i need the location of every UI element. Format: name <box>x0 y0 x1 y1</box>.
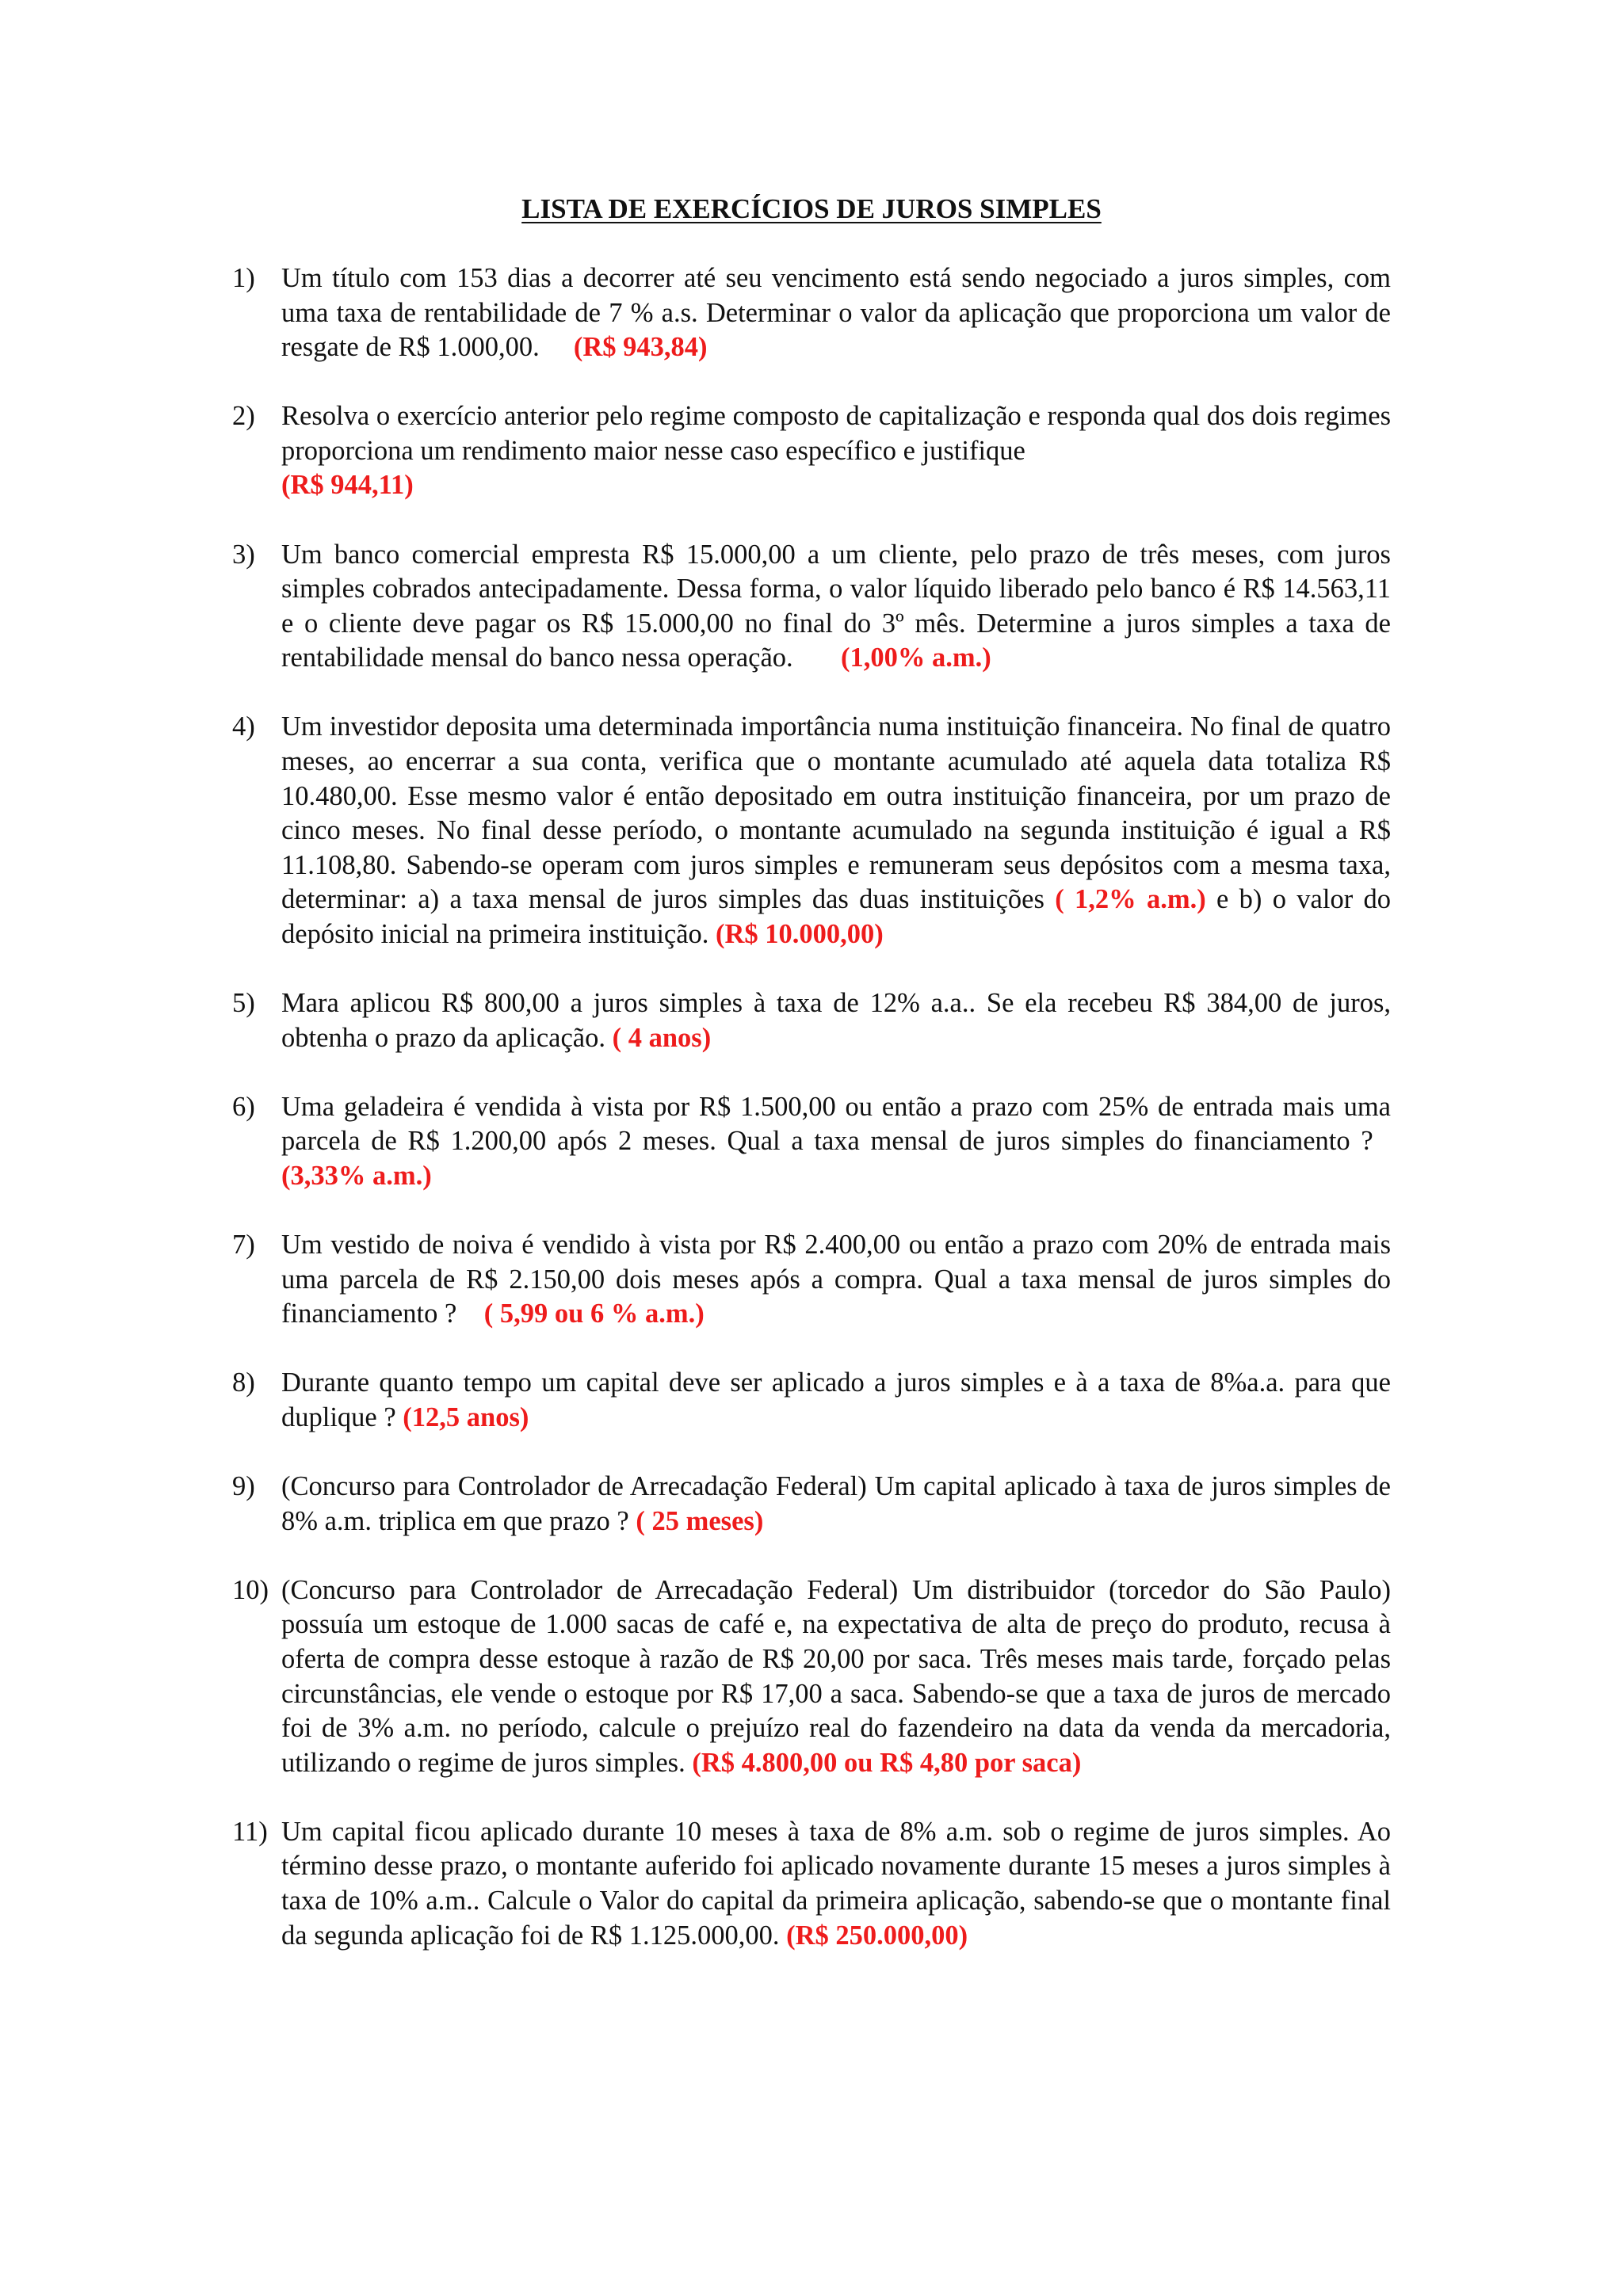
exercise-answer-second: (R$ 10.000,00) <box>716 919 884 949</box>
exercise-list <box>232 261 1391 1988</box>
exercise-number: 8) <box>232 1367 255 1398</box>
exercise-text: (Concurso para Controlador de Arrecadação Federal) Um capital aplicado à taxa de juros simples de 8% a.m. triplica em que prazo ? <box>281 1471 1391 1536</box>
exercise-number: 11) <box>232 1816 268 1847</box>
exercise-item <box>232 1228 1391 1332</box>
exercise-answer: ( 1,2% a.m.) <box>1055 884 1206 915</box>
document-title: LISTA DE EXERCÍCIOS DE JUROS SIMPLES <box>521 193 1102 224</box>
exercise-text: Resolva o exercício anterior pelo regime composto de capitalização e responda qual dos dois regimes proporciona um rendimento maior nesse caso específico e justifique <box>281 401 1391 466</box>
exercise-item <box>232 399 1391 503</box>
exercise-item <box>232 1573 1391 1781</box>
exercise-answer: (R$ 4.800,00 ou R$ 4,80 por saca) <box>692 1747 1082 1778</box>
exercise-text: Um banco comercial empresta R$ 15.000,00 a um cliente, pelo prazo de três meses, com juros simples cobrados antecipadamente. Dessa forma, o valor líquido liberado pelo banco é R$ 14.563,11 e o cliente deve pagar os R$ 15.000,00 no final do 3º mês. Determine a juros simples a taxa de rentabilidade mensal do banco nessa operação. <box>281 539 1391 673</box>
exercise-answer: (R$ 943,84) <box>573 332 708 363</box>
exercise-text: Um título com 153 dias a decorrer até seu vencimento está sendo negociado a juros simples, com uma taxa de rentabilidade de 7 % a.s. Determinar o valor da aplicação que proporciona um valor de resgate de R$ 1.000,00. <box>281 263 1391 363</box>
exercise-item <box>232 1815 1391 1953</box>
exercise-number: 4) <box>232 711 255 742</box>
exercise-number: 6) <box>232 1091 255 1122</box>
exercise-answer: (1,00% a.m.) <box>841 643 991 673</box>
exercise-answer: ( 25 meses) <box>636 1505 764 1536</box>
exercise-item <box>232 1366 1391 1435</box>
exercise-answer: (R$ 944,11) <box>281 470 414 501</box>
exercise-answer: (3,33% a.m.) <box>281 1160 432 1191</box>
exercise-number: 3) <box>232 539 255 570</box>
exercise-answer: ( 5,99 ou 6 % a.m.) <box>483 1299 705 1329</box>
exercise-number: 9) <box>232 1471 255 1502</box>
exercise-number: 7) <box>232 1230 255 1261</box>
exercise-text: Mara aplicou R$ 800,00 a juros simples à taxa de 12% a.a.. Se ela recebeu R$ 384,00 de juros, obtenha o prazo da aplicação. <box>281 988 1391 1053</box>
exercise-text: Um vestido de noiva é vendido à vista por R$ 2.400,00 ou então a prazo com 20% de entrada mais uma parcela de R$ 2.150,00 dois meses após a compra. Qual a taxa mensal de juros simples do financiamento ? <box>281 1230 1391 1329</box>
exercise-text: Durante quanto tempo um capital deve ser aplicado a juros simples e à a taxa de 8%a.a. para que duplique ? <box>281 1367 1391 1432</box>
exercise-item <box>232 1470 1391 1539</box>
exercise-number: 5) <box>232 988 255 1019</box>
exercise-item <box>232 261 1391 365</box>
exercise-text: (Concurso para Controlador de Arrecadação Federal) Um distribuidor (torcedor do São Paulo) possuía um estoque de 1.000 sacas de café e, na expectativa de alta de preço do produto, recusa à oferta de compra desse estoque à razão de R$ 20,00 por saca. Três meses mais tarde, forçado pelas circunstâncias, ele vende o estoque por R$ 17,00 a saca. Sabendo-se que a taxa de juros de mercado foi de 3% a.m. no período, calcule o prejuízo real do fazendeiro na data da venda da mercadoria, utilizando o regime de juros simples. <box>281 1574 1391 1778</box>
exercise-text: Um investidor deposita uma determinada importância numa instituição financeira. No final de quatro meses, ao encerrar a sua conta, verifica que o montante acumulado até aquela data totaliza R$ 10.480,00. Esse mesmo valor é então depositado em outra instituição financeira, por um prazo de cinco meses. No final desse período, o montante acumulado na segunda instituição é igual a R$ 11.108,80. Sabendo-se operam com juros simples e remuneram seus depósitos com a mesma taxa, determinar: a) a taxa mensal de juros simples das duas instituições <box>281 711 1391 915</box>
exercise-item <box>232 986 1391 1055</box>
exercise-item <box>232 538 1391 676</box>
exercise-text-continued: e b) o valor do depósito inicial na primeira instituição. <box>281 884 1392 949</box>
exercise-number: 10) <box>232 1574 269 1605</box>
exercise-answer: ( 4 anos) <box>612 1022 712 1053</box>
exercise-number: 2) <box>232 401 255 432</box>
exercise-item <box>232 710 1391 952</box>
exercise-answer: (R$ 250.000,00) <box>786 1920 968 1951</box>
exercise-item <box>232 1090 1391 1194</box>
exercise-text: Um capital ficou aplicado durante 10 meses à taxa de 8% a.m. sob o regime de juros simples. Ao término desse prazo, o montante auferido foi aplicado novamente durante 15 meses a juros simples à taxa de 10% a.m.. Calcule o Valor do capital da primeira aplicação, sabendo-se que o montante final da segunda aplicação foi de R$ 1.125.000,00. <box>281 1816 1391 1951</box>
exercise-answer: (12,5 anos) <box>403 1402 529 1432</box>
exercise-text: Uma geladeira é vendida à vista por R$ 1.500,00 ou então a prazo com 25% de entrada mais uma parcela de R$ 1.200,00 após 2 meses. Qual a taxa mensal de juros simples do financiamento ? <box>281 1091 1391 1157</box>
exercise-number: 1) <box>232 263 255 293</box>
